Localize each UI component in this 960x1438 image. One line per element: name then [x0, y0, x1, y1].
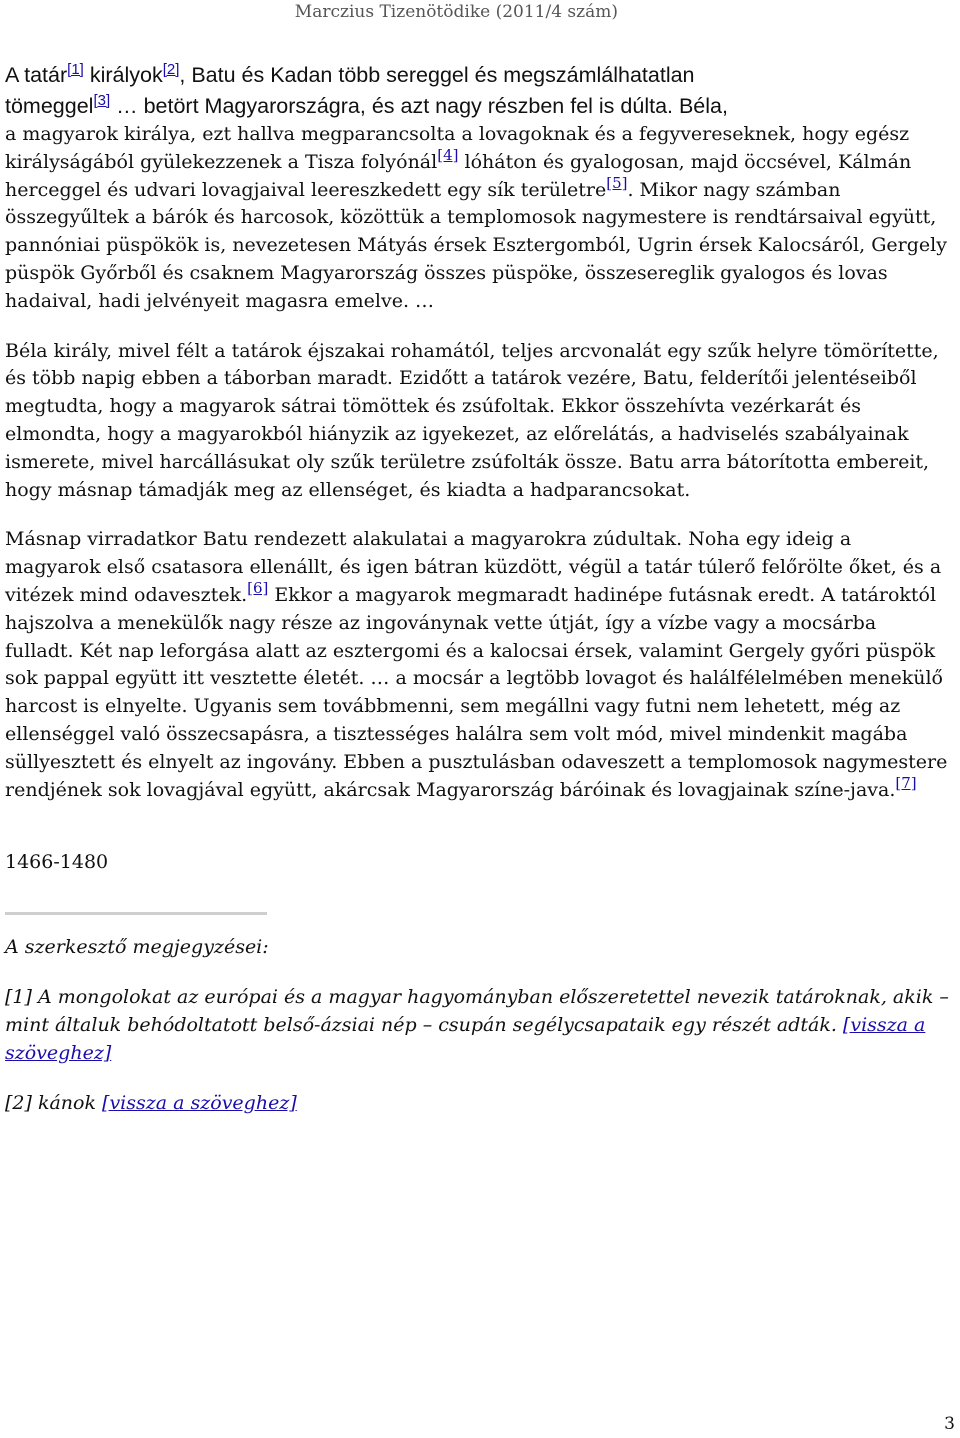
note-2: [2] kánok [vissza a szöveghez]: [5, 1092, 297, 1115]
notes-heading: A szerkesztő megjegyzései:: [5, 936, 269, 959]
page-number: 3: [944, 1414, 955, 1434]
footnote-link-5[interactable]: [5]: [606, 173, 628, 192]
footnote-link-4[interactable]: [4]: [437, 145, 459, 164]
footnote-link-3[interactable]: [3]: [93, 92, 111, 109]
footnote-link-6[interactable]: [6]: [247, 578, 269, 597]
back-to-text-link-1[interactable]: [vissza a szöveghez]: [5, 1014, 926, 1065]
year-range: 1466-1480: [5, 851, 109, 874]
footnote-link-1[interactable]: [1]: [67, 61, 84, 78]
running-header: Marczius Tizenötödike (2011/4 szám): [294, 2, 618, 22]
note-1: [1] A mongolokat az európai és a magyar hagyományban előszeretettel nevezik tatároknak, akik – mint általuk behódoltatott belső-ázsiai nép – csupán segélycsapataik egy részét adták. [vissza a szöveghez]: [5, 986, 949, 1065]
back-to-text-link-2[interactable]: [vissza a szöveghez]: [102, 1092, 297, 1115]
document-body: [5, 60, 950, 1117]
footnote-link-2[interactable]: [2]: [162, 61, 180, 78]
paragraph-2: Béla király, mivel félt a tatárok éjszakai rohamától, teljes arcvonalát egy szűk helyre tömörítette, és több napig ebben a táborban maradt. Ezidőtt a tatárok vezére, Batu, felderítői jelentéseiből megtudta, hogy a magyarok sátrai tömöttek és zsúfoltak. Ekkor összehívta vezérkarát és elmondta, hogy a magyarokból hiányzik az igyekezet, az előrelátás, a hadviselés szabályainak ismerete, mivel harcállásukat oly szűk területre zsúfolták össze. Batu arra bátorította embereit, hogy másnap támadják meg az ellenséget, és kiadta a hadparancsokat.: [5, 339, 939, 501]
footnote-link-7[interactable]: [7]: [895, 773, 917, 792]
paragraph-1-body: a magyarok királya, ezt hallva megparancsolta a lovagoknak és a fegyvereseknek, hogy egész királyságából gyülekezzenek a Tisza folyónál[4] lóháton és gyalogosan, majd öccsével, Kálmán herceggel és udvari lovagjaival leereszkedett egy sík területre[5]. Mikor nagy számban összegyűltek a bárók és harcosok, közöttük a templomosok nagymestere is rendtársaival együtt, pannóniai püspökök is, nevezetesen Mátyás érsek Esztergomból, Ugrin érsek Kalocsáról, Gergely püspök Győrből és csaknem Magyarország összes püspöke, összesereglik gyalogos és lovas hadaival, hadi jelvényeit magasra emelve. …: [5, 123, 947, 312]
paragraph-3: Másnap virradatkor Batu rendezett alakulatai a magyarokra zúdultak. Noha egy ideig a magyarok első csatasora ellenállt, és igen bátran küzdött, végül a tatár túlerő felőrölte őket, és a vitézek mind odavesztek.[6] Ekkor a magyarok megmaradt hadinépe futásnak eredt. A tatároktól hajszolva a menekülők nagy része az ingoványnak vette útját, így a vízbe vagy a mocsárba fulladt. Két nap leforgása alatt az esztergomi és a kalocsai érsek, valamint Gergely győri püspök sok pappal együtt itt vesztette életét. … a mocsár a legtöbb lovagot és halálfélelmében menekülő harcost is elnyelte. Ugyanis sem továbbmenni, sem megállni vagy futni nem lehetett, még az ellenséggel való összecsapásra, a tisztességes halálra sem volt mód, mivel mindenkit magába süllyesztett és elnyelt az ingovány. Ebben a pusztulásban odaveszett a templomosok nagymestere rendjének sok lovagjával együtt, akárcsak Magyarország báróinak és lovagjainak színe-java.[7]: [5, 528, 948, 801]
paragraph-1-intro: A tatár[1] királyok[2], Batu és Kadan több sereggel és megszámlálhatatlan tömeggel[3] … betört Magyarországra, és azt nagy részben fel is dúlta. Béla,: [5, 61, 728, 118]
